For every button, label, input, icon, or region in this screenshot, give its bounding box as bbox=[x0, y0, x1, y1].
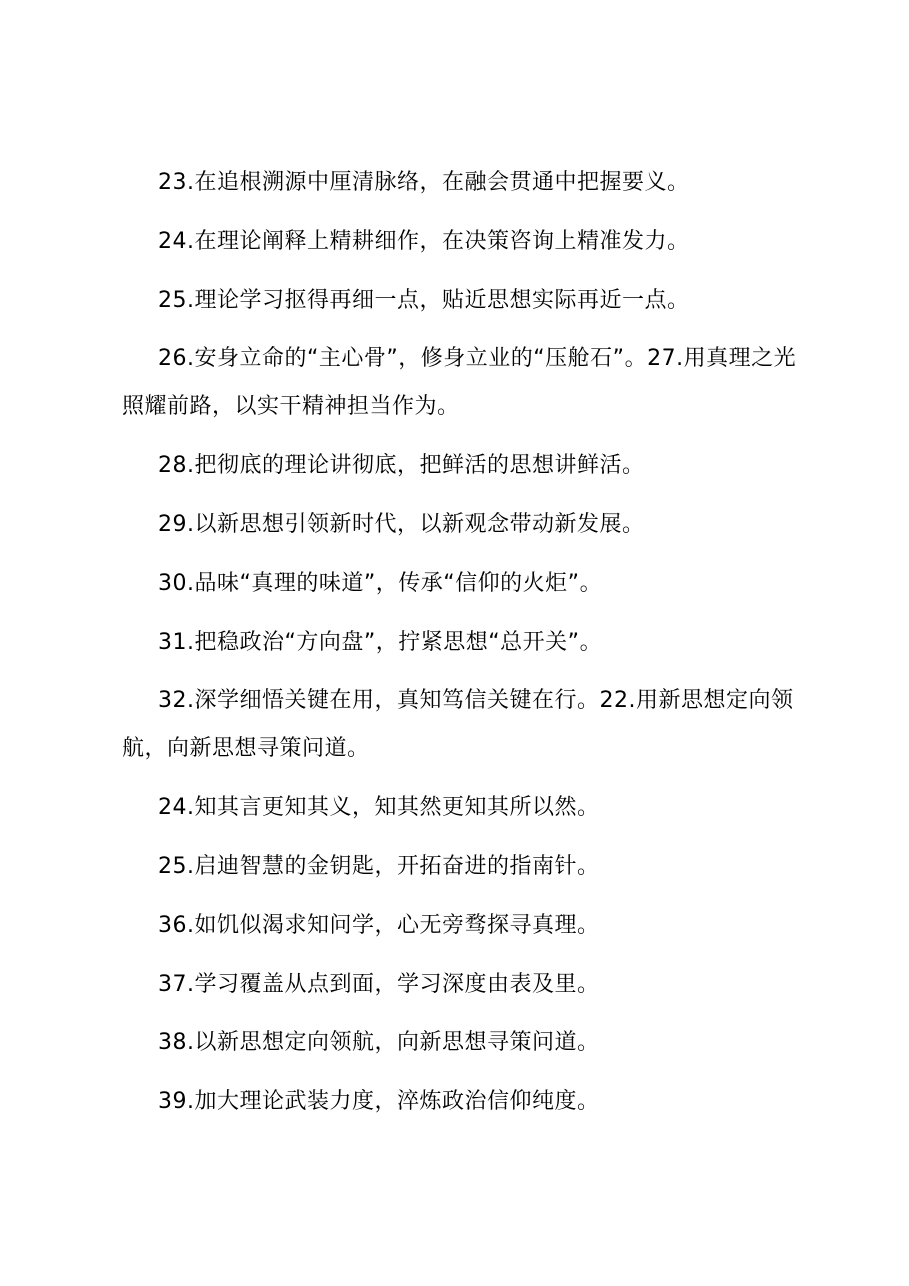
paragraph-15: 39.加大理论武装力度，淬炼政治信仰纯度。 bbox=[158, 1089, 600, 1115]
paragraph-7: 30.品味“真理的味道”，传承“信仰的火炬”。 bbox=[158, 570, 603, 596]
paragraph-13: 37.学习覆盖从点到面，学习深度由表及里。 bbox=[158, 971, 600, 997]
paragraph-14: 38.以新思想定向领航，向新思想寻策问道。 bbox=[158, 1030, 600, 1056]
paragraph-9: 32.深学细悟关键在用，真知笃信关键在行。22.用新思想定向领航，向新思想寻策问道。 bbox=[122, 688, 794, 762]
paragraph-11: 25.启迪智慧的金钥匙，开拓奋进的指南针。 bbox=[158, 853, 600, 879]
paragraph-10: 24.知其言更知其义，知其然更知其所以然。 bbox=[158, 795, 600, 821]
paragraph-12: 36.如饥似渴求知问学，心无旁骛探寻真理。 bbox=[158, 912, 600, 938]
document-body bbox=[122, 159, 798, 1137]
paragraph-4: 26.安身立命的“主心骨”，修身立业的“压舱石”。27.用真理之光照耀前路，以实干精神担当作为。 bbox=[122, 346, 797, 420]
paragraph-2: 24.在理论阐释上精耕细作，在决策咨询上精准发力。 bbox=[158, 228, 690, 254]
paragraph-6: 29.以新思想引领新时代，以新观念带动新发展。 bbox=[158, 511, 645, 537]
paragraph-1: 23.在追根溯源中厘清脉络，在融会贯通中把握要义。 bbox=[158, 170, 690, 195]
paragraph-3: 25.理论学习抠得再细一点，贴近思想实际再近一点。 bbox=[158, 287, 690, 313]
paragraph-5: 28.把彻底的理论讲彻底，把鲜活的思想讲鲜活。 bbox=[158, 453, 645, 479]
paragraph-8: 31.把稳政治“方向盘”，拧紧思想“总开关”。 bbox=[158, 629, 603, 655]
